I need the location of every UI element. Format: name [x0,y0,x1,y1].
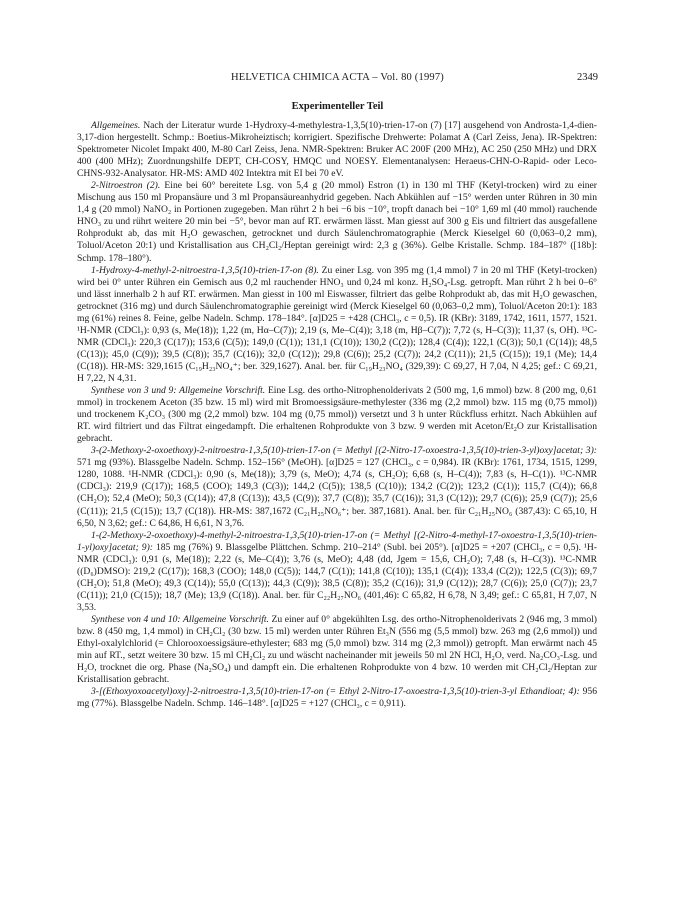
paragraph-lead: 1-Hydroxy-4-methyl-2-nitroestra-1,3,5(10)-trien-17-on (8). [91,264,319,276]
article-body [77,120,597,710]
paragraph-general [77,120,597,180]
paragraph-synthesis-4-10 [77,614,597,686]
paragraph-text: Eine Lsg. des ortho-Nitrophenolderivats 2 (500 mg, 1,6 mmol) bzw. 8 (200 mg, 0,61 mmol) in trockenem Aceton (35 bzw. 15 ml) wird mit Bromoessigsäure-methylester (336 mg (2,2 mmol) bzw. 115 mg (0,75 mmol)) und trockenem K₂CO₃ (300 mg (2,2 mmol) bzw. 104 mg (0,75 mmol)) versetzt und 3 h unter Rückfluss erhitzt. Nach Abkühlen auf RT. wird filtriert und das Filtrat eingedampft. Die erhaltenen Rohprodukte von 3 bzw. 9 werden mit Aceton/Et₂O zur Kristallisation gebracht. [77,385,597,445]
section-title: Experimenteller Teil [291,101,384,112]
paragraph-text: 956 mg (77%). Blassgelbe Nadeln. Schmp. 146–148°. [α]D25 = +127 (CHCl₃, c = 0,911). [77,686,597,710]
running-title: HELVETICA CHIMICA ACTA – Vol. 80 (1997) [231,72,444,83]
paragraph-compound-8 [77,265,597,385]
paragraph-lead: 2-Nitroestron (2). [91,180,161,192]
paragraph-compound-4 [77,686,597,710]
paragraph-lead: 3-[(Ethoxyoxoacetyl)oxy]-2-nitroestra-1,3,5(10)-trien-17-on (= Ethyl 2-Nitro-17-oxoestra-1,3,5(10)-trien-3-yl Ethandioat; 4): [91,686,580,698]
paragraph-lead: Synthese von 3 und 9: Allgemeine Vorschrift. [91,385,266,397]
paragraph-compound-9 [77,530,597,614]
paragraph-compound-3 [77,445,597,529]
paragraph-text: 185 mg (76%) 9. Blassgelbe Plättchen. Schmp. 210–214° (Subl. bei 205°). [α]D25 = +207 (CHCl₃, c = 0,5). ¹H-NMR (CDCl₃): 0,91 (s, Me(18)); 2,22 (s, Me–C(4)); 3,76 (s, MeO); 4,48 (dd, Jgem = 15,6, CH₂O); 7,48 (s, H–C(3)). ¹³C-NMR ((D₆)DMSO): 219,2 (C(17)); 168,3 (COO); 148,0 (C(5)); 144,7 (C(1)); 141,8 (C(10)); 135,1 (C(4)); 133,4 (C(2)); 122,5 (C(3)); 69,7 (CH₂O); 51,8 (MeO); 49,3 (C(14)); 55,0 (C(13)); 44,3 (C(9)); 38,5 (C(8)); 35,2 (C(16)); 31,9 (C(12)); 28,7 (C(6)); 25,0 (C(7)); 23,7 (C(11)); 21,0 (C(15)); 18,7 (Me); 13,9 (C(18)). Anal. ber. für C₂₂H₂₇NO₆ (401,46): C 65,82, H 6,78, N 3,49; gef.: C 65,81, H 7,07, N 3,53. [77,541,597,613]
paragraph-lead: 3-(2-Methoxy-2-oxoethoxy)-2-nitroestra-1,3,5(10)-trien-17-on (= Methyl [(2-Nitro-17-oxoestra-1,3,5(10)-trien-3-yl)oxy]acetat; 3): [91,445,597,457]
paragraph-text: Zu einer auf 0° abgekühlten Lsg. des ortho-Nitrophenolderivats 2 (946 mg, 3 mmol) bzw. 8 (450 mg, 1,4 mmol) in CH₂Cl₂ (30 bzw. 15 ml) werden unter Rühren Et₃N (556 mg (5,5 mmol) bzw. 263 mg (2,6 mmol)) und Ethyl-oxalylchlorid (= Chlorooxoessigsäure-ethylester; 683 mg (5,0 mmol) bzw. 314 mg (2,3 mmol)) getropft. Man erwärmt nach 45 min auf RT., setzt weitere 30 bzw. 15 ml CH₂Cl₂ zu und wäscht nacheinander mit jeweils 50 ml 2N HCl, H₂O, verd. Na₂CO₃-Lsg. und H₂O, trocknet die org. Phase (Na₂SO₄) und dampft ein. Die erhaltenen Rohprodukte von 4 bzw. 10 werden mit CH₂Cl₂/Heptan zur Kristallisation gebracht. [77,613,597,686]
paragraph-text: Zu einer Lsg. von 395 mg (1,4 mmol) 7 in 20 ml THF (Ketyl-trocken) wird bei 0° unter Rühren ein Gemisch aus 0,2 ml rauchender HNO₃ und 0,24 ml konz. H₂SO₄-Lsg. getropft. Man rührt 2 h bei 0–6° und lässt innerhalb 2 h auf RT. erwärmen. Man giesst in 100 ml Eiswasser, filtriert das gelbe Rohprodukt ab, das mit H₂O gewaschen, getrocknet (316 mg) und durch Säulenchromatographie gereinigt wird (Merck Kieselgel 60 (0,063–0,2 mm), Toluol/Aceton 20:1): 183 mg (61%) reines 8. Feine, gelbe Nadeln. Schmp. 178–184°. [α]D25 = +428 (CHCl₃, c = 0,5). IR (KBr): 3189, 1742, 1611, 1577, 1521. ¹H-NMR (CDCl₃): 0,93 (s, Me(18)); 1,22 (m, Hα–C(7)); 2,19 (s, Me–C(4)); 3,18 (m, Hβ–C(7)); 7,72 (s, H–C(3)); 11,37 (s, OH). ¹³C-NMR (CDCl₃): 220,3 (C(17)); 153,6 (C(5)); 149,0 (C(1)); 131,1 (C(10)); 130,2 (C(2)); 128,4 (C(4)); 122,1 (C(3)); 50,1 (C(14)); 48,5 (C(13)); 45,0 (C(9)); 39,5 (C(8)); 35,7 (C(16)); 32,0 (C(12)); 29,8 (C(6)); 25,2 (C(7)); 24,2 (C(11)); 21,5 (C(15)); 19,1 (Me); 14,4 (C(18)). HR-MS: 329,1615 (C₁₉H₂₃NO₄⁺; ber. 329,1627). Anal. ber. für C₁₉H₂₃NO₄ (329,39): C 69,27, H 7,04, N 4,25; gef.: C 69,21, H 7,22, N 4,31. [77,264,597,384]
paragraph-text: Eine bei 60° bereitete Lsg. von 5,4 g (20 mmol) Estron (1) in 130 ml THF (Ketyl-trocken) wird zu einer Mischung aus 150 ml Propansäure und 3 ml Propansäureanhydrid gegeben. Nach Abkühlen auf −15° werden unter Rühren in 30 min 1,4 g (20 mmol) NaNO₂ in Portionen zugegeben. Man rührt 2 h bei −6 bis −10°, tropft danach bei −10° 1,69 ml (40 mmol) rauchende HNO₃ zu und rührt weitere 20 min bei −5°, bevor man auf RT. erwärmen lässt. Man giesst auf 300 g Eis und filtriert das ausgefallene Rohprodukt ab, das mit H₂O gewaschen, getrocknet und durch Säulenchromatographie (Merck Kieselgel 60 (0,063–0,2 mm), Toluol/Aceton 20:1) und Kristallisation aus CH₂Cl₂/Heptan gereinigt wird: 2,3 g (36%). Gelbe Kristalle. Schmp. 184–187° ([18b]: Schmp. 178–180°). [77,180,597,264]
paragraph-lead: Synthese von 4 und 10: Allgemeine Vorschrift. [91,613,269,625]
paragraph-text: 571 mg (93%). Blassgelbe Nadeln. Schmp. 152–156° (MeOH). [α]D25 = 127 (CHCl₃, c = 0,984). IR (KBr): 1761, 1734, 1515, 1299, 1280, 1088. ¹H-NMR (CDCl₃): 0,90 (s, Me(18)); 3,79 (s, MeO); 4,74 (s, CH₂O); 6,68 (s, H–C(4)); 7,83 (s, H–C(1)). ¹³C-NMR (CDCl₃): 219,9 (C(17)); 168,5 (COO); 149,3 (C(3)); 144,2 (C(5)); 138,5 (C(10)); 134,2 (C(2)); 123,2 (C(1)); 115,7 (C(4)); 66,8 (CH₂O); 52,4 (MeO); 50,3 (C(14)); 47,8 (C(13)); 43,5 (C(9)); 37,7 (C(8)); 35,7 (C(16)); 31,3 (C(12)); 29,7 (C(6)); 25,9 (C(7)); 25,6 (C(11)); 21,5 (C(15)); 13,7 (C(18)). HR-MS: 387,1672 (C₂₁H₂₅NO₆⁺; ber. 387,1681). Anal. ber. für C₂₁H₂₅NO₆ (387,43): C 65,10, H 6,50, N 3,62; gef.: C 64,86, H 6,61, N 3,76. [77,457,597,529]
page-number: 2349 [577,72,598,83]
paragraph-compound-2 [77,180,597,264]
paragraph-lead: 1-(2-Methoxy-2-oxoethoxy)-4-methyl-2-nitroestra-1,3,5(10)-trien-17-on (= Methyl [(2-Nitro-4-methyl-17-oxoestra-1,3,5(10)-trien-1-yl)oxy]acetat; 9): [77,529,597,553]
paragraph-lead: Allgemeines. [91,120,141,131]
paragraph-text: Nach der Literatur wurde 1-Hydroxy-4-methylestra-1,3,5(10)-trien-17-on (7) [17] ausgehend von Androsta-1,4-dien-3,17-dion hergestellt. Schmp.: Boetius-Mikroheiztisch; korrigiert. Spezifische Drehwerte: Polamat A (Carl Zeiss, Jena). IR-Spektren: Spektrometer Nicolet Impakt 400, M-80 Carl Zeiss, Jena. NMR-Spektren: Bruker AC 200F (200 MHz), AC 250 (250 MHz) und DRX 400 (400 MHz); Zuordnungshilfe DEPT, CH-COSY, HMQC und NOESY. Elementanalysen: Heraeus-CHN-O-Rapid- oder Leco-CHNS-932-Analysator. HR-MS: AMD 402 Intektra mit EI bei 70 eV. [77,120,597,180]
paragraph-synthesis-3-9 [77,385,597,445]
